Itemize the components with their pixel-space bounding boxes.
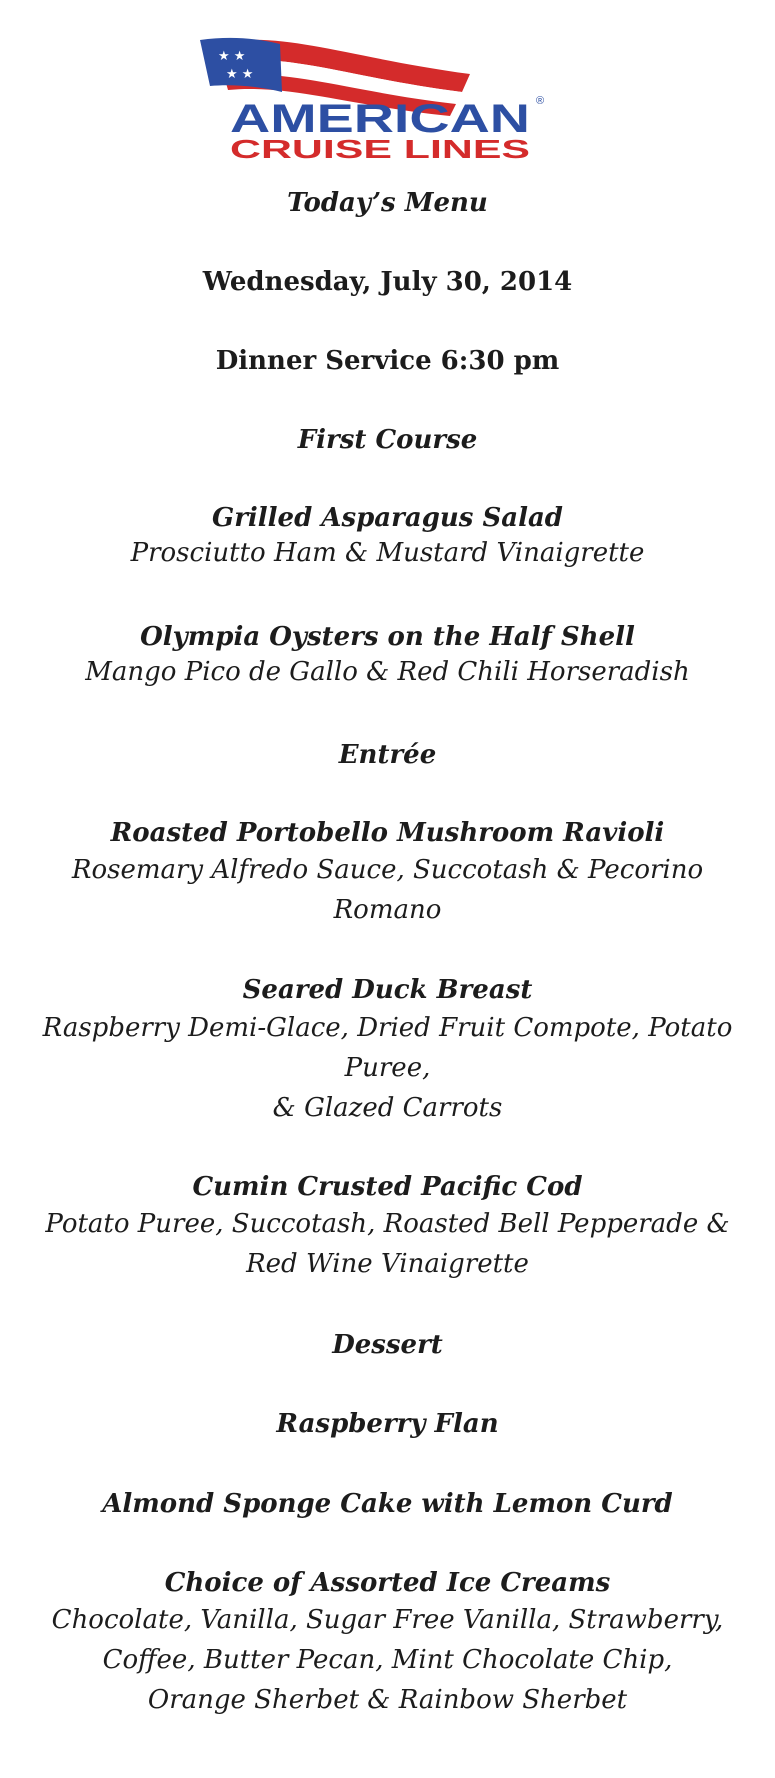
- dish-name: Grilled Asparagus Salad: [212, 503, 563, 533]
- dish-name: Olympia Oysters on the Half Shell: [140, 622, 635, 652]
- first-course-heading: First Course: [297, 425, 478, 455]
- logo-line1: AMERICAN: [230, 97, 530, 141]
- logo-line2: CRUISE LINES: [230, 134, 530, 160]
- dish-description: Raspberry Demi-Glace, Dried Fruit Compote, Potato Puree, & Glazed Carrots: [42, 1013, 733, 1123]
- dessert-heading: Dessert: [332, 1330, 443, 1360]
- dish-description: Rosemary Alfredo Sauce, Succotash & Pecorino Romano: [71, 855, 704, 925]
- menu-title: Today’s Menu: [287, 188, 488, 218]
- american-cruise-lines-logo: [200, 34, 560, 160]
- dish-name: Choice of Assorted Ice Creams: [164, 1568, 611, 1598]
- dinner-service-time: Dinner Service 6:30 pm: [215, 346, 560, 376]
- entree-heading: Entrée: [338, 740, 437, 770]
- dish-description: Potato Puree, Succotash, Roasted Bell Pepperade & Red Wine Vinaigrette: [45, 1209, 730, 1279]
- flag-logo-icon: [200, 34, 560, 160]
- dish-name: Cumin Crusted Pacific Cod: [192, 1172, 583, 1202]
- logo-registered-mark: ®: [536, 95, 545, 107]
- dish-description: Mango Pico de Gallo & Red Chili Horseradish: [85, 657, 690, 687]
- dish-description: Chocolate, Vanilla, Sugar Free Vanilla, Strawberry, Coffee, Butter Pecan, Mint Chocolate Chip, Orange Sherbet & Rainbow Sherbet: [51, 1605, 724, 1715]
- dish-name: Almond Sponge Cake with Lemon Curd: [102, 1489, 673, 1519]
- menu-date: Wednesday, July 30, 2014: [202, 267, 573, 297]
- dish-name: Roasted Portobello Mushroom Ravioli: [110, 818, 665, 848]
- dish-name: Raspberry Flan: [276, 1409, 499, 1439]
- dish-description: Prosciutto Ham & Mustard Vinaigrette: [130, 538, 645, 568]
- dish-name: Seared Duck Breast: [242, 975, 533, 1005]
- svg-text:★ ★: ★ ★: [218, 49, 246, 64]
- svg-text:★ ★: ★ ★: [226, 67, 254, 82]
